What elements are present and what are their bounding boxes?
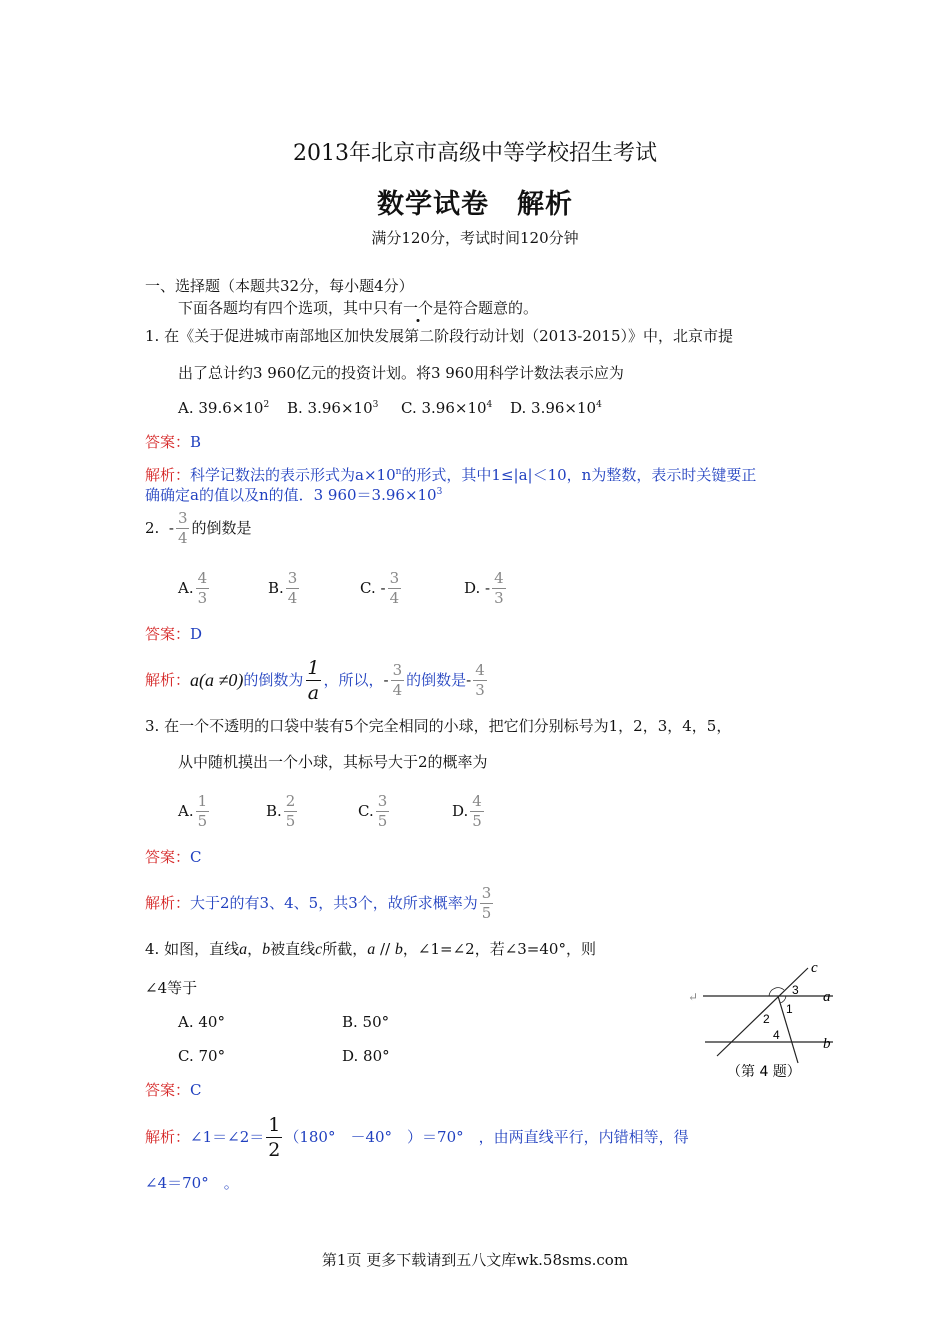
parallel-lines-diagram xyxy=(683,960,843,1085)
q3-option-a: A. $\frac{1}{5}$ xyxy=(178,791,208,830)
q3-option-c: C. $\frac{3}{5}$ xyxy=(358,791,388,830)
q4-answer: 答案：C xyxy=(145,1081,202,1099)
q1-explanation-line2: 确确定a的值以及n的值．3 $960=3.96\times 10^3$ xyxy=(145,486,443,504)
q2-option-b: B. $\frac{3}{4}$ xyxy=(268,568,298,607)
q1-answer: 答案：B xyxy=(145,433,202,451)
q4-option-b: B. 50° xyxy=(342,1013,390,1031)
angle-3-label: 3 xyxy=(792,983,799,997)
q2-fraction: $\frac{3}{4}$ xyxy=(177,508,188,547)
q2-answer: 答案：D xyxy=(145,625,203,643)
q4-explanation-line2: ∠4＝70° 。 xyxy=(145,1174,239,1192)
q3-option-b: B. $\frac{2}{5}$ xyxy=(266,791,296,830)
q2-option-d: D. - $\frac{4}{3}$ xyxy=(464,568,504,607)
q2-option-a: A. $\frac{4}{3}$ xyxy=(178,568,208,607)
q4-option-c: C. 70° xyxy=(178,1047,226,1065)
q1-option-c: C. $3.96\times 10^4$ xyxy=(401,399,493,417)
section-heading: 一、选择题（本题共32分，每小题4分） xyxy=(145,277,414,295)
angle-2-label: 2 xyxy=(763,1012,770,1026)
q2-option-c: C. - $\frac{3}{4}$ xyxy=(360,568,400,607)
q4-figure xyxy=(683,960,843,1085)
q4-stem-line2: ∠4等于 xyxy=(145,979,198,997)
q1-option-a: A. $39.6\times 10^2$ xyxy=(178,399,270,417)
q2-stem: 2. - $\frac{3}{4}$ 的倒数是 xyxy=(145,508,252,547)
q3-stem-line2: 从中随机摸出一个小球，其标号大于2的概率为 xyxy=(178,753,488,771)
label-c: c xyxy=(811,960,818,976)
page-footer: 第1页 更多下载请到五八文库wk.58sms.com xyxy=(321,1251,629,1269)
label-b: b xyxy=(823,1036,831,1052)
label-a: a xyxy=(823,989,831,1005)
q3-answer: 答案：C xyxy=(145,848,202,866)
return-mark: ↵ xyxy=(688,990,699,1004)
exam-info: 满分120分，考试时间120分钟 xyxy=(371,229,579,247)
q1-explanation-line1: 解析：科学记数法的表示形式为$a\times 10^n$的形式，其中1≤|a|＜10，n为整数，表示时关键要正 xyxy=(145,466,757,484)
q3-stem-line1: 3. 在一个不透明的口袋中装有5个完全相同的小球，把它们分别标号为1，2，3，4，5， xyxy=(145,717,732,735)
q4-stem-line1: 4. 如图，直线a，b被直线c所截，a // b，∠1=∠2，若∠3=40°，则 xyxy=(145,940,596,958)
q1-stem-line1: 1. 在《关于促进城市南部地区加快发展第二阶段行动计划（2013-2015）》中，北京市提 xyxy=(145,327,733,345)
q2-explanation: 解析： a(a ≠0) 的倒数为 $\frac{1}{a}$ ，所以， - $\frac{3}{4}$ 的倒数是 - $\frac{4}{3}$ xyxy=(145,656,485,704)
section-instruction: 下面各题均有四个选项，其中只有一个是符合题意的。 xyxy=(178,299,539,317)
exam-title: 2013年北京市高级中等学校招生考试 xyxy=(293,141,657,166)
q1-option-d: D. $3.96\times 10^4$ xyxy=(510,399,602,417)
q1-option-b: B. $3.96\times 10^3$ xyxy=(287,399,379,417)
q3-explanation: 解析： 大于2的有3、4、5，共3个，故所求概率为 $\frac{3}{5}$ xyxy=(145,883,492,922)
q4-explanation-line1: 解析： ∠1＝∠2＝ $\frac{1}{2}$ （180° －40° ）＝70° ，由两直线平行，内错相等，得 xyxy=(145,1113,689,1161)
page-title: 数学试卷 解析 xyxy=(377,189,573,220)
angle-1-label: 1 xyxy=(786,1002,793,1016)
q1-stem-line2: 出了总计约3 960亿元的投资计划。将3 960用科学计数法表示应为 xyxy=(178,364,624,382)
angle-4-label: 4 xyxy=(773,1028,780,1042)
angle-arc xyxy=(769,988,784,996)
q4-option-d: D. 80° xyxy=(342,1047,390,1065)
q4-option-a: A. 40° xyxy=(178,1013,225,1031)
emphasis-dot-word: 一个 xyxy=(403,299,434,317)
q3-option-d: D. $\frac{4}{5}$ xyxy=(452,791,482,830)
figure-caption: （第 4 题） xyxy=(727,1064,801,1080)
